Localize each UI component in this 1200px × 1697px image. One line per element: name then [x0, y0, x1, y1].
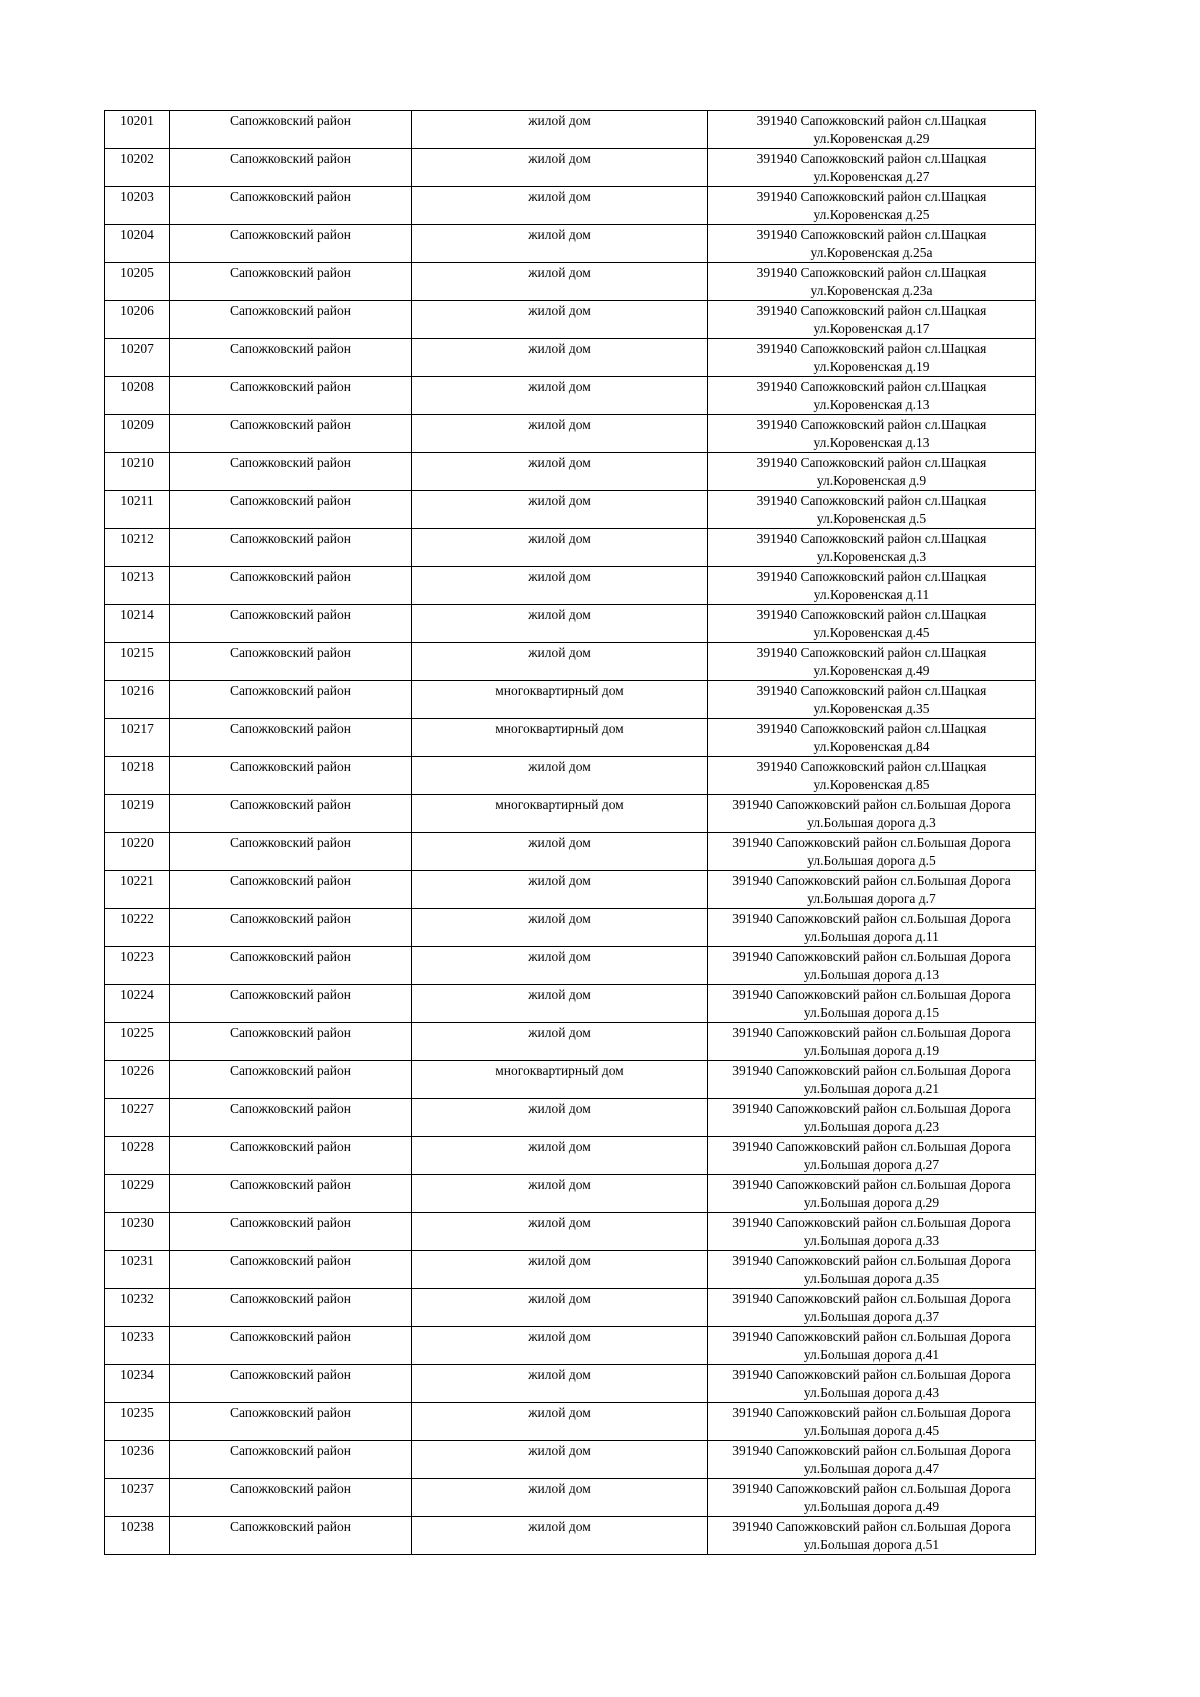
- cell-building-type: многоквартирный дом: [412, 1061, 708, 1099]
- table-row: [105, 225, 1036, 263]
- address-line-2: ул.Большая дорога д.15: [803, 1005, 940, 1020]
- cell-id: 10225: [105, 1023, 170, 1061]
- address-line-2: ул.Большая дорога д.27: [803, 1157, 940, 1172]
- cell-id: 10202: [105, 149, 170, 187]
- cell-building-type: жилой дом: [412, 1365, 708, 1403]
- cell-building-type: жилой дом: [412, 1099, 708, 1137]
- address-line-1: 391940 Сапожковский район сл.Шацкая: [756, 417, 987, 432]
- cell-district: Сапожковский район: [170, 757, 412, 795]
- table-row: [105, 909, 1036, 947]
- address-line-1: 391940 Сапожковский район сл.Шацкая: [756, 227, 987, 242]
- cell-address: [708, 757, 1036, 795]
- address-line-1: 391940 Сапожковский район сл.Шацкая: [756, 455, 987, 470]
- cell-id: 10209: [105, 415, 170, 453]
- cell-building-type: жилой дом: [412, 871, 708, 909]
- cell-address: [708, 1023, 1036, 1061]
- table-row: [105, 149, 1036, 187]
- cell-id: 10233: [105, 1327, 170, 1365]
- cell-building-type: жилой дом: [412, 1251, 708, 1289]
- address-line-1: 391940 Сапожковский район сл.Большая Дорога: [732, 1101, 1011, 1116]
- table-row: [105, 1061, 1036, 1099]
- cell-id: 10213: [105, 567, 170, 605]
- cell-address: [708, 985, 1036, 1023]
- address-line-1: 391940 Сапожковский район сл.Большая Дорога: [732, 1215, 1011, 1230]
- cell-address: [708, 1175, 1036, 1213]
- address-line-1: 391940 Сапожковский район сл.Шацкая: [756, 607, 987, 622]
- cell-building-type: жилой дом: [412, 111, 708, 149]
- cell-district: Сапожковский район: [170, 1137, 412, 1175]
- cell-building-type: жилой дом: [412, 149, 708, 187]
- cell-id: 10216: [105, 681, 170, 719]
- cell-id: 10208: [105, 377, 170, 415]
- cell-building-type: жилой дом: [412, 567, 708, 605]
- cell-building-type: жилой дом: [412, 643, 708, 681]
- cell-district: Сапожковский район: [170, 681, 412, 719]
- cell-building-type: жилой дом: [412, 1479, 708, 1517]
- cell-address: [708, 833, 1036, 871]
- cell-district: Сапожковский район: [170, 339, 412, 377]
- cell-district: Сапожковский район: [170, 909, 412, 947]
- cell-district: Сапожковский район: [170, 415, 412, 453]
- cell-id: 10217: [105, 719, 170, 757]
- cell-id: 10210: [105, 453, 170, 491]
- cell-district: Сапожковский район: [170, 1289, 412, 1327]
- table-row: [105, 1137, 1036, 1175]
- address-line-1: 391940 Сапожковский район сл.Большая Дорога: [732, 1177, 1011, 1192]
- cell-id: 10201: [105, 111, 170, 149]
- cell-district: Сапожковский район: [170, 1479, 412, 1517]
- cell-building-type: жилой дом: [412, 1289, 708, 1327]
- cell-district: Сапожковский район: [170, 1517, 412, 1555]
- table-row: [105, 339, 1036, 377]
- cell-address: [708, 225, 1036, 263]
- table-body: [105, 111, 1036, 1555]
- cell-address: [708, 1479, 1036, 1517]
- cell-building-type: жилой дом: [412, 1213, 708, 1251]
- table-row: [105, 1479, 1036, 1517]
- address-line-1: 391940 Сапожковский район сл.Шацкая: [756, 379, 987, 394]
- cell-building-type: жилой дом: [412, 1441, 708, 1479]
- cell-address: [708, 909, 1036, 947]
- cell-building-type: жилой дом: [412, 415, 708, 453]
- table-row: [105, 833, 1036, 871]
- address-line-1: 391940 Сапожковский район сл.Шацкая: [756, 721, 987, 736]
- cell-id: 10203: [105, 187, 170, 225]
- cell-building-type: многоквартирный дом: [412, 719, 708, 757]
- cell-building-type: жилой дом: [412, 1023, 708, 1061]
- cell-address: [708, 1403, 1036, 1441]
- cell-id: 10221: [105, 871, 170, 909]
- table-row: [105, 491, 1036, 529]
- address-line-1: 391940 Сапожковский район сл.Большая Дорога: [732, 1481, 1011, 1496]
- table-row: [105, 377, 1036, 415]
- cell-district: Сапожковский район: [170, 225, 412, 263]
- cell-district: Сапожковский район: [170, 985, 412, 1023]
- address-line-2: ул.Коровенская д.84: [813, 739, 930, 754]
- cell-id: 10235: [105, 1403, 170, 1441]
- address-line-2: ул.Большая дорога д.19: [803, 1043, 940, 1058]
- cell-district: Сапожковский район: [170, 1099, 412, 1137]
- address-line-2: ул.Коровенская д.13: [813, 397, 930, 412]
- registry-table: [104, 110, 1036, 1555]
- address-line-2: ул.Коровенская д.13: [813, 435, 930, 450]
- table-row: [105, 681, 1036, 719]
- cell-id: 10236: [105, 1441, 170, 1479]
- cell-address: [708, 1061, 1036, 1099]
- cell-address: [708, 415, 1036, 453]
- cell-id: 10220: [105, 833, 170, 871]
- address-line-1: 391940 Сапожковский район сл.Большая Дорога: [732, 1025, 1011, 1040]
- cell-district: Сапожковский район: [170, 833, 412, 871]
- cell-address: [708, 263, 1036, 301]
- table-row: [105, 1099, 1036, 1137]
- cell-district: Сапожковский район: [170, 1403, 412, 1441]
- address-line-2: ул.Коровенская д.25а: [810, 245, 933, 260]
- cell-building-type: жилой дом: [412, 757, 708, 795]
- cell-address: [708, 1327, 1036, 1365]
- cell-address: [708, 1213, 1036, 1251]
- cell-building-type: жилой дом: [412, 187, 708, 225]
- cell-id: 10218: [105, 757, 170, 795]
- cell-address: [708, 1099, 1036, 1137]
- cell-id: 10207: [105, 339, 170, 377]
- cell-address: [708, 719, 1036, 757]
- address-line-1: 391940 Сапожковский район сл.Большая Дорога: [732, 911, 1011, 926]
- cell-district: Сапожковский район: [170, 605, 412, 643]
- address-line-1: 391940 Сапожковский район сл.Большая Дорога: [732, 1367, 1011, 1382]
- address-line-2: ул.Коровенская д.25: [813, 207, 930, 222]
- address-line-1: 391940 Сапожковский район сл.Большая Дорога: [732, 1405, 1011, 1420]
- cell-address: [708, 301, 1036, 339]
- cell-district: Сапожковский район: [170, 377, 412, 415]
- address-line-2: ул.Большая дорога д.11: [804, 929, 939, 944]
- address-line-1: 391940 Сапожковский район сл.Большая Дорога: [732, 1443, 1011, 1458]
- cell-address: [708, 1289, 1036, 1327]
- address-line-2: ул.Большая дорога д.51: [803, 1537, 940, 1552]
- cell-id: 10206: [105, 301, 170, 339]
- address-line-2: ул.Большая дорога д.21: [803, 1081, 940, 1096]
- cell-id: 10228: [105, 1137, 170, 1175]
- cell-district: Сапожковский район: [170, 1327, 412, 1365]
- table-row: [105, 111, 1036, 149]
- cell-district: Сапожковский район: [170, 1213, 412, 1251]
- address-line-2: ул.Большая дорога д.43: [803, 1385, 940, 1400]
- table-row: [105, 529, 1036, 567]
- cell-address: [708, 491, 1036, 529]
- address-line-2: ул.Большая дорога д.13: [803, 967, 940, 982]
- cell-building-type: жилой дом: [412, 377, 708, 415]
- cell-district: Сапожковский район: [170, 795, 412, 833]
- cell-id: 10204: [105, 225, 170, 263]
- cell-district: Сапожковский район: [170, 1061, 412, 1099]
- cell-address: [708, 605, 1036, 643]
- cell-building-type: жилой дом: [412, 947, 708, 985]
- cell-district: Сапожковский район: [170, 871, 412, 909]
- address-line-2: ул.Коровенская д.19: [813, 359, 930, 374]
- cell-district: Сапожковский район: [170, 1175, 412, 1213]
- table-row: [105, 301, 1036, 339]
- table-row: [105, 1441, 1036, 1479]
- table-row: [105, 453, 1036, 491]
- address-line-2: ул.Большая дорога д.23: [803, 1119, 940, 1134]
- address-line-1: 391940 Сапожковский район сл.Большая Дорога: [732, 873, 1011, 888]
- cell-id: 10237: [105, 1479, 170, 1517]
- cell-building-type: жилой дом: [412, 1403, 708, 1441]
- address-line-2: ул.Большая дорога д.7: [807, 891, 936, 906]
- table-row: [105, 605, 1036, 643]
- cell-building-type: жилой дом: [412, 605, 708, 643]
- cell-district: Сапожковский район: [170, 1023, 412, 1061]
- cell-district: Сапожковский район: [170, 719, 412, 757]
- address-line-1: 391940 Сапожковский район сл.Шацкая: [756, 759, 987, 774]
- address-line-1: 391940 Сапожковский район сл.Большая Дорога: [732, 1063, 1011, 1078]
- cell-building-type: жилой дом: [412, 1517, 708, 1555]
- cell-building-type: жилой дом: [412, 1327, 708, 1365]
- cell-district: Сапожковский район: [170, 187, 412, 225]
- cell-id: 10219: [105, 795, 170, 833]
- address-line-1: 391940 Сапожковский район сл.Шацкая: [756, 531, 987, 546]
- address-line-1: 391940 Сапожковский район сл.Шацкая: [756, 493, 987, 508]
- cell-address: [708, 149, 1036, 187]
- cell-address: [708, 1137, 1036, 1175]
- address-line-1: 391940 Сапожковский район сл.Большая Дорога: [732, 835, 1011, 850]
- table-row: [105, 415, 1036, 453]
- cell-id: 10211: [105, 491, 170, 529]
- address-line-2: ул.Коровенская д.35: [813, 701, 930, 716]
- cell-building-type: жилой дом: [412, 529, 708, 567]
- table-row: [105, 985, 1036, 1023]
- table-row: [105, 719, 1036, 757]
- cell-district: Сапожковский район: [170, 1441, 412, 1479]
- cell-address: [708, 643, 1036, 681]
- address-line-1: 391940 Сапожковский район сл.Шацкая: [756, 569, 987, 584]
- address-line-2: ул.Коровенская д.49: [813, 663, 930, 678]
- cell-district: Сапожковский район: [170, 567, 412, 605]
- cell-id: 10224: [105, 985, 170, 1023]
- address-line-1: 391940 Сапожковский район сл.Большая Дорога: [732, 1139, 1011, 1154]
- table-row: [105, 871, 1036, 909]
- address-line-1: 391940 Сапожковский район сл.Шацкая: [756, 113, 987, 128]
- table-row: [105, 643, 1036, 681]
- cell-building-type: многоквартирный дом: [412, 681, 708, 719]
- cell-building-type: жилой дом: [412, 833, 708, 871]
- address-line-1: 391940 Сапожковский район сл.Шацкая: [756, 303, 987, 318]
- cell-building-type: жилой дом: [412, 491, 708, 529]
- cell-id: 10230: [105, 1213, 170, 1251]
- address-line-2: ул.Большая дорога д.5: [807, 853, 936, 868]
- address-line-2: ул.Коровенская д.85: [813, 777, 930, 792]
- address-line-2: ул.Коровенская д.3: [816, 549, 927, 564]
- address-line-2: ул.Коровенская д.29: [813, 131, 930, 146]
- cell-address: [708, 947, 1036, 985]
- cell-address: [708, 529, 1036, 567]
- cell-building-type: жилой дом: [412, 453, 708, 491]
- table-row: [105, 1175, 1036, 1213]
- cell-address: [708, 339, 1036, 377]
- cell-id: 10215: [105, 643, 170, 681]
- cell-building-type: жилой дом: [412, 985, 708, 1023]
- cell-address: [708, 377, 1036, 415]
- cell-address: [708, 1441, 1036, 1479]
- table-row: [105, 1251, 1036, 1289]
- cell-id: 10231: [105, 1251, 170, 1289]
- address-line-1: 391940 Сапожковский район сл.Шацкая: [756, 341, 987, 356]
- cell-district: Сапожковский район: [170, 947, 412, 985]
- cell-id: 10223: [105, 947, 170, 985]
- address-line-2: ул.Большая дорога д.35: [803, 1271, 940, 1286]
- cell-building-type: жилой дом: [412, 263, 708, 301]
- address-line-1: 391940 Сапожковский район сл.Шацкая: [756, 189, 987, 204]
- cell-address: [708, 453, 1036, 491]
- table-row: [105, 567, 1036, 605]
- cell-building-type: жилой дом: [412, 1175, 708, 1213]
- address-line-2: ул.Коровенская д.27: [813, 169, 930, 184]
- cell-id: 10234: [105, 1365, 170, 1403]
- address-line-2: ул.Большая дорога д.47: [803, 1461, 940, 1476]
- cell-address: [708, 111, 1036, 149]
- cell-district: Сапожковский район: [170, 263, 412, 301]
- cell-id: 10205: [105, 263, 170, 301]
- address-line-2: ул.Большая дорога д.41: [803, 1347, 940, 1362]
- cell-building-type: жилой дом: [412, 1137, 708, 1175]
- cell-district: Сапожковский район: [170, 1365, 412, 1403]
- table-row: [105, 1403, 1036, 1441]
- address-line-2: ул.Большая дорога д.45: [803, 1423, 940, 1438]
- address-line-2: ул.Коровенская д.11: [813, 587, 930, 602]
- cell-id: 10212: [105, 529, 170, 567]
- cell-building-type: жилой дом: [412, 909, 708, 947]
- address-line-1: 391940 Сапожковский район сл.Большая Дорога: [732, 1519, 1011, 1534]
- address-line-2: ул.Коровенская д.17: [813, 321, 930, 336]
- address-line-2: ул.Коровенская д.23а: [810, 283, 933, 298]
- address-line-1: 391940 Сапожковский район сл.Шацкая: [756, 683, 987, 698]
- address-line-2: ул.Большая дорога д.33: [803, 1233, 940, 1248]
- cell-id: 10238: [105, 1517, 170, 1555]
- cell-id: 10227: [105, 1099, 170, 1137]
- table-row: [105, 1023, 1036, 1061]
- address-line-2: ул.Коровенская д.9: [816, 473, 927, 488]
- cell-id: 10222: [105, 909, 170, 947]
- address-line-2: ул.Коровенская д.45: [813, 625, 930, 640]
- table-row: [105, 1365, 1036, 1403]
- address-line-1: 391940 Сапожковский район сл.Большая Дорога: [732, 1329, 1011, 1344]
- cell-address: [708, 1251, 1036, 1289]
- address-line-2: ул.Большая дорога д.49: [803, 1499, 940, 1514]
- cell-building-type: жилой дом: [412, 301, 708, 339]
- address-line-1: 391940 Сапожковский район сл.Шацкая: [756, 265, 987, 280]
- cell-address: [708, 795, 1036, 833]
- cell-district: Сапожковский район: [170, 529, 412, 567]
- table-row: [105, 1327, 1036, 1365]
- address-line-1: 391940 Сапожковский район сл.Большая Дорога: [732, 949, 1011, 964]
- cell-id: 10214: [105, 605, 170, 643]
- table-row: [105, 263, 1036, 301]
- cell-building-type: жилой дом: [412, 225, 708, 263]
- address-line-1: 391940 Сапожковский район сл.Шацкая: [756, 645, 987, 660]
- cell-address: [708, 871, 1036, 909]
- cell-address: [708, 681, 1036, 719]
- address-line-2: ул.Большая дорога д.29: [803, 1195, 940, 1210]
- address-line-2: ул.Большая дорога д.37: [803, 1309, 940, 1324]
- cell-building-type: многоквартирный дом: [412, 795, 708, 833]
- table-row: [105, 187, 1036, 225]
- address-line-1: 391940 Сапожковский район сл.Большая Дорога: [732, 797, 1011, 812]
- cell-address: [708, 1365, 1036, 1403]
- cell-id: 10232: [105, 1289, 170, 1327]
- address-line-2: ул.Коровенская д.5: [816, 511, 927, 526]
- table-row: [105, 757, 1036, 795]
- cell-district: Сапожковский район: [170, 111, 412, 149]
- cell-district: Сапожковский район: [170, 643, 412, 681]
- cell-id: 10229: [105, 1175, 170, 1213]
- cell-id: 10226: [105, 1061, 170, 1099]
- cell-address: [708, 1517, 1036, 1555]
- table-row: [105, 1213, 1036, 1251]
- table-row: [105, 947, 1036, 985]
- address-line-1: 391940 Сапожковский район сл.Большая Дорога: [732, 1253, 1011, 1268]
- cell-district: Сапожковский район: [170, 149, 412, 187]
- cell-address: [708, 567, 1036, 605]
- cell-district: Сапожковский район: [170, 301, 412, 339]
- address-line-1: 391940 Сапожковский район сл.Большая Дорога: [732, 987, 1011, 1002]
- table-row: [105, 795, 1036, 833]
- cell-district: Сапожковский район: [170, 453, 412, 491]
- address-line-1: 391940 Сапожковский район сл.Большая Дорога: [732, 1291, 1011, 1306]
- address-line-1: 391940 Сапожковский район сл.Шацкая: [756, 151, 987, 166]
- table-row: [105, 1289, 1036, 1327]
- cell-address: [708, 187, 1036, 225]
- cell-district: Сапожковский район: [170, 491, 412, 529]
- cell-district: Сапожковский район: [170, 1251, 412, 1289]
- table-row: [105, 1517, 1036, 1555]
- address-line-2: ул.Большая дорога д.3: [807, 815, 936, 830]
- cell-building-type: жилой дом: [412, 339, 708, 377]
